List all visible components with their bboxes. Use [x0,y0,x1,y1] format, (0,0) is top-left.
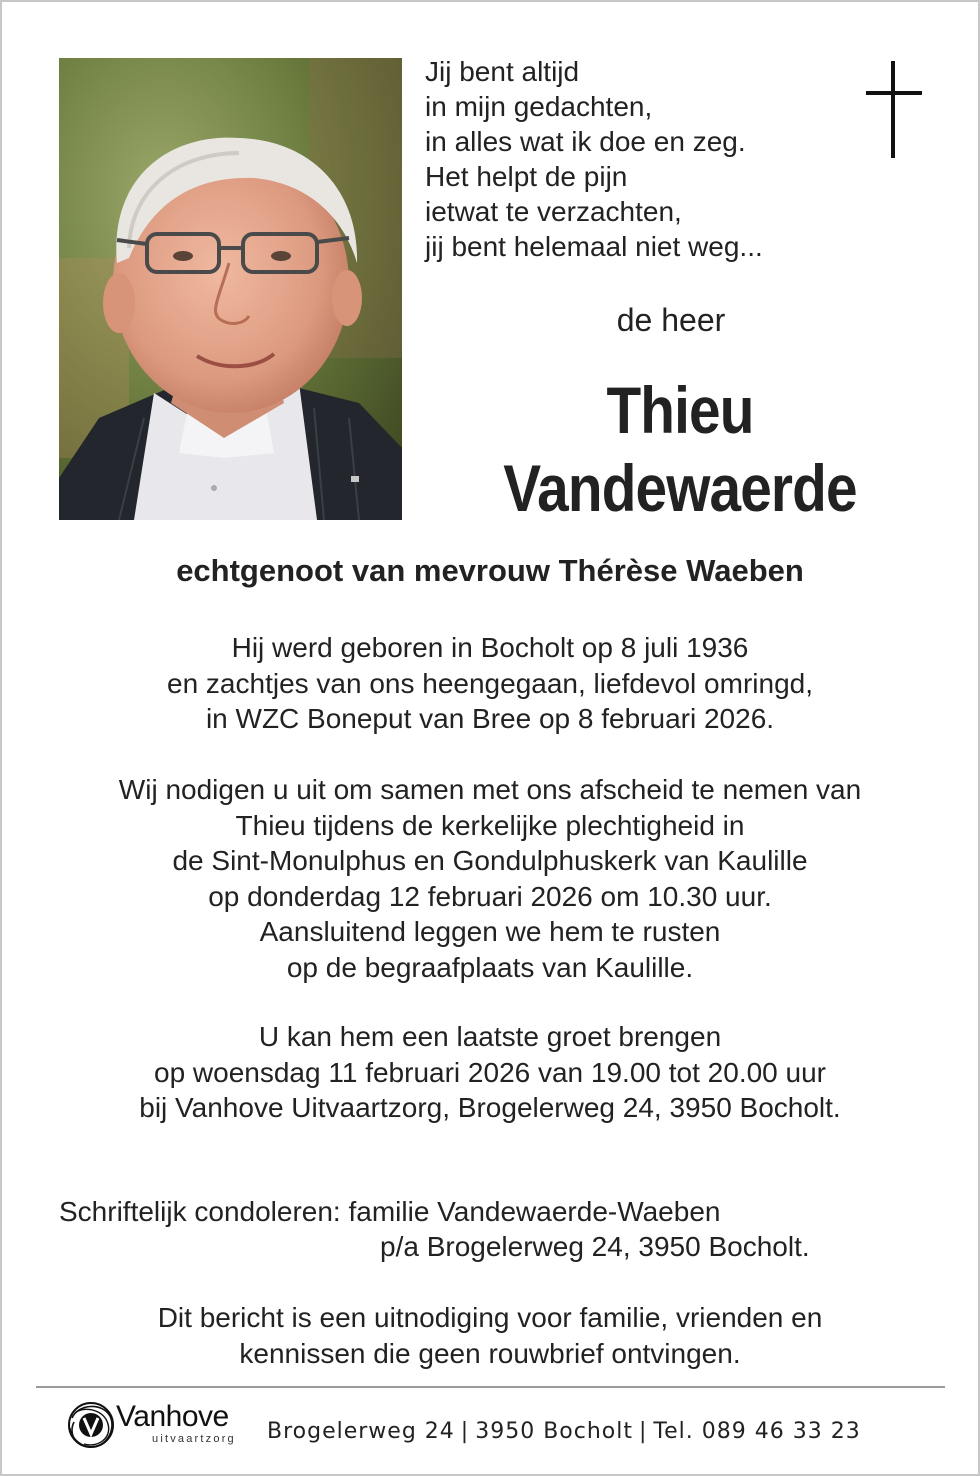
poem-line: in mijn gedachten, [425,91,653,122]
visitation-line: U kan hem een laatste groet brengen [258,1021,722,1052]
birth-line: in WZC Boneput van Bree op 8 februari 2026. [205,703,775,734]
last-name: Vandewaerde [503,451,857,525]
footer-phone: Tel. 089 46 33 23 [653,1419,861,1444]
logo-tagline: uitvaartzorg [152,1433,236,1445]
birth-line: en zachtjes van ons heengegaan, liefdevol omringd, [167,667,813,699]
footer-separator: | [639,1419,648,1444]
poem-line: ietwat te verzachten, [425,196,682,227]
logo-name: Vanhove [116,1400,229,1433]
invitation-paragraph [0,772,980,985]
invitation-line: op de begraafplaats van Kaulille. [286,951,694,983]
vanhove-logo-mark-icon [64,1398,118,1452]
birth-line: Hij werd geboren in Bocholt op 8 juli 1936 [231,632,749,663]
portrait-photo [59,58,402,520]
note-line: Dit bericht is een uitnodiging voor familie, vrienden en [157,1302,823,1333]
poem-line: Het helpt de pijn [425,161,628,192]
invitation-line: op donderdag 12 februari 2026 om 10.30 uur. [208,880,772,912]
footer-separator: | [460,1419,470,1444]
footer-contact [267,1419,861,1444]
visitation-line: op woensdag 11 februari 2026 van 19.00 tot 20.00 uur [154,1056,826,1088]
condolence-address [59,1194,810,1264]
invitation-note [0,1300,980,1371]
footer-divider [36,1386,945,1388]
birth-paragraph [0,630,980,737]
vanhove-logo [64,1398,254,1452]
first-name: Thieu [606,373,754,447]
condolence-line-2: p/a Brogelerweg 24, 3950 Bocholt. [380,1231,810,1262]
visitation-paragraph [0,1019,980,1126]
poem [425,54,845,264]
honorific: de heer [616,302,726,338]
footer-city: 3950 Bocholt [475,1419,633,1444]
poem-line: in alles wat ik doe en zeg. [425,126,746,157]
invitation-line: Wij nodigen u uit om samen met ons afscheid te nemen van [118,774,862,805]
visitation-line: bij Vanhove Uitvaartzorg, Brogelerweg 24, 3950 Bocholt. [139,1092,841,1123]
note-line: kennissen die geen rouwbrief ontvingen. [239,1337,741,1369]
cross-icon [866,61,922,158]
poem-line: Jij bent altijd [425,56,580,87]
invitation-line: de Sint-Monulphus en Gondulphuskerk van Kaulille [172,845,808,876]
invitation-line: Aansluitend leggen we hem te rusten [259,916,721,947]
invitation-line: Thieu tijdens de kerkelijke plechtigheid in [235,809,745,841]
footer-address: Brogelerweg 24 [267,1419,455,1444]
spouse-line: echtgenoot van mevrouw Thérèse Waeben [176,553,804,588]
poem-line: jij bent helemaal niet weg... [425,231,763,262]
condolence-line-1: Schriftelijk condoleren: familie Vandewaerde-Waeben [59,1196,721,1227]
